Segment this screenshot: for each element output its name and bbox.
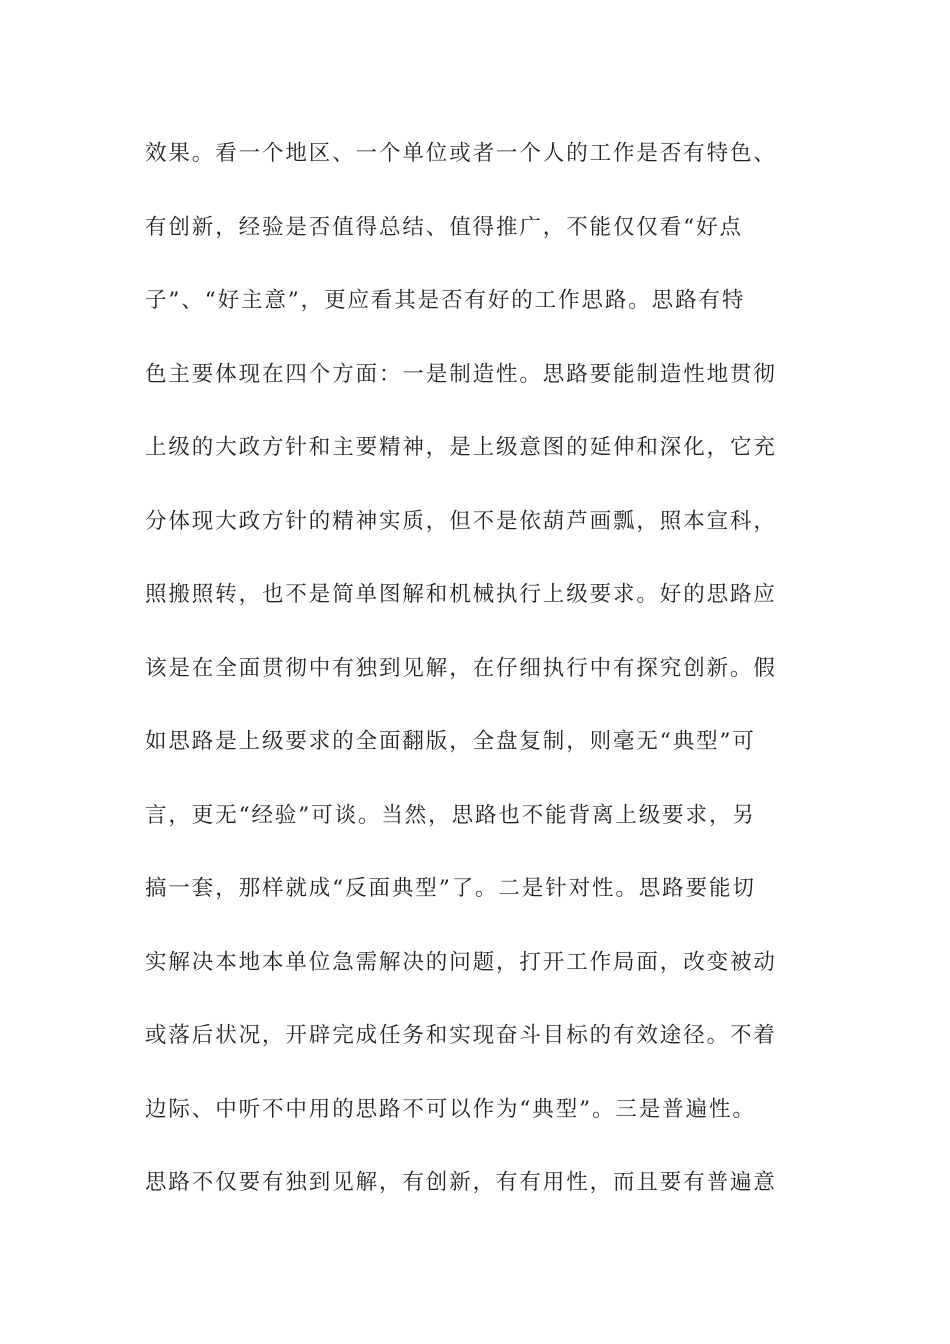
text-line: 分体现大政方针的精神实质，但不是依葫芦画瓢，照本宣科， (145, 508, 777, 534)
text-line: 照搬照转，也不是简单图解和机械执行上级要求。好的思路应 (145, 582, 777, 607)
text-line: 搞一套，那样就成“反面典型”了。二是针对性。思路要能切 (145, 876, 756, 901)
text-line: 色主要体现在四个方面：一是制造性。思路要能制造性地贯彻 (145, 361, 777, 387)
text-line: 思路不仅要有独到见解，有创新，有有用性，而且要有普遍意 (145, 1170, 777, 1195)
text-line: 效果。看一个地区、一个单位或者一个人的工作是否有特色、 (145, 141, 777, 166)
text-line: 子”、“好主意”，更应看其是否有好的工作思路。思路有特 (145, 288, 746, 313)
text-line: 有创新，经验是否值得总结、值得推广，不能仅仅看“好点 (145, 214, 743, 240)
text-line: 实解决本地本单位急需解决的问题，打开工作局面，改变被动 (145, 949, 777, 975)
body-text (145, 128, 795, 1231)
text-line: 上级的大政方针和主要精神，是上级意图的延伸和深化，它充 (145, 435, 777, 460)
text-line: 边际、中听不中用的思路不可以作为“典型”。三是普遍性。 (145, 1096, 756, 1122)
text-line: 或落后状况，开辟完成任务和实现奋斗目标的有效途径。不着 (145, 1023, 777, 1048)
text-line: 如思路是上级要求的全面翻版，全盘复制，则毫无“典型”可 (145, 729, 756, 754)
text-line: 言，更无“经验”可谈。当然，思路也不能背离上级要求，另 (145, 802, 756, 828)
text-line: 该是在全面贯彻中有独到见解，在仔细执行中有探究创新。假 (145, 655, 777, 681)
